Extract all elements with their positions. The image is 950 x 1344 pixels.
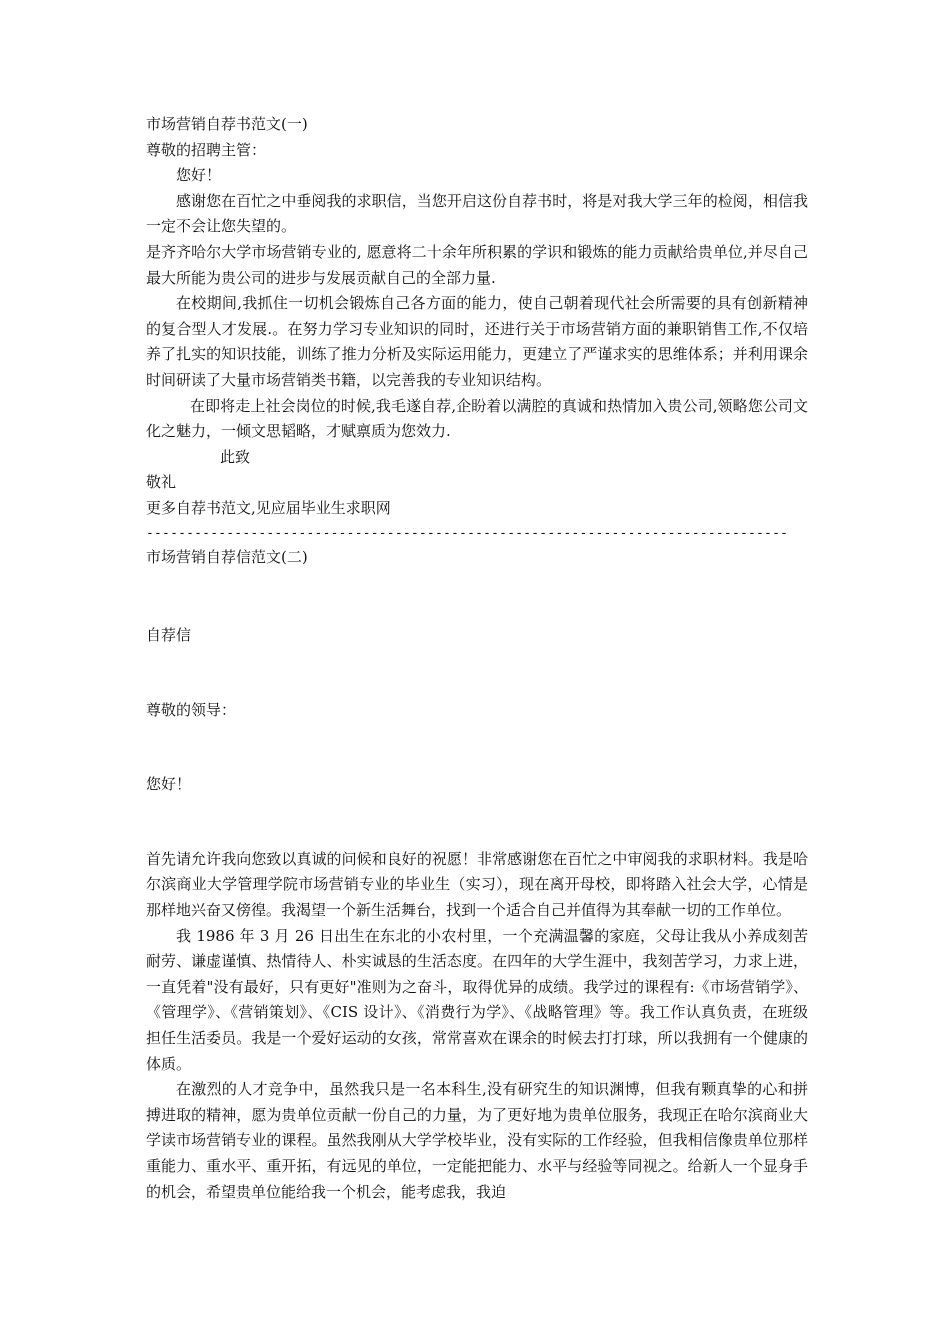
spacer — [146, 723, 808, 772]
letter1-paragraph-2: 是齐齐哈尔大学市场营销专业的, 愿意将二十余年所积累的学识和锻炼的能力贡献给贵单位,并尽自己最大所能为贵公司的进步与发展贡献自己的全部力量. — [146, 242, 808, 287]
letter2-salutation: 尊敬的领导： — [146, 700, 237, 719]
letter1-greeting: 您好！ — [176, 166, 222, 185]
spacer — [146, 798, 808, 847]
letter2-greeting: 您好！ — [146, 775, 192, 794]
spacer — [146, 649, 808, 698]
letter1-title: 市场营销自荐书范文(一) — [146, 115, 308, 133]
letter1-closing-2: 敬礼 — [146, 473, 177, 492]
letter2-paragraph-3: 在激烈的人才竞争中，虽然我只是一名本科生,没有研究生的知识渊博，但我有颗真挚的心和拼搏进取的精神，愿为贵单位贡献一份自己的力量，为了更好地为贵单位服务，我现正在哈尔滨商业大学读市场营销专业的课程。虽然我刚从大学学校毕业，没有实际的工作经验，但我相信像贵单位那样重能力、重水平、重开拓，有远见的单位，一定能把能力、水平与经验等同视之。给新人一个显身手的机会，希望贵单位能给我一个机会，能考虑我，我迫 — [146, 1080, 808, 1201]
letter1-paragraph-1: 感谢您在百忙之中垂阅我的求职信，当您开启这份自荐书时，将是对我大学三年的检阅，相信我一定不会让您失望的。 — [146, 191, 808, 236]
letter1-more-link-text: 更多自荐书范文,见应届毕业生求职网 — [146, 498, 391, 517]
separator-line: -------------------------------------------------------------------------------- — [146, 525, 789, 541]
spacer — [146, 570, 808, 623]
letter1-salutation: 尊敬的招聘主管： — [146, 140, 267, 159]
letter2-paragraph-2: 我 1986 年 3 月 26 日出生在东北的小农村里，一个充满温馨的家庭，父母让我从小养成刻苦耐劳、谦虚谨慎、热情待人、朴实诚恳的生活态度。在四年的大学生涯中，我刻苦学习，力求上进，一直凭着"没有最好，只有更好"准则为之奋斗，取得优异的成绩。我学过的课程有:《市场营销学》、《管理学》、《营销策划》、《CIS 设计》、《消费行为学》、《战略管理》等。我工作认真负责，在班级担任生活委员。我是一个爱好运动的女孩，常常喜欢在课余的时候去打打球，所以我拥有一个健康的体质。 — [146, 926, 808, 1073]
letter1-closing-1: 此致 — [220, 447, 251, 466]
letter1-paragraph-4: 在即将走上社会岗位的时候,我毛遂自荐,企盼着以满腔的真诚和热情加入贵公司,领略您公司文化之魅力，一倾文思韬略，才赋禀质为您效力. — [146, 396, 808, 441]
letter1-paragraph-3: 在校期间,我抓住一切机会锻炼自己各方面的能力，使自己朝着现代社会所需要的具有创新精神的复合型人才发展.。在努力学习专业知识的同时，还进行关于市场营销方面的兼职销售工作,不仅培养了扎实的知识技能，训练了推力分析及实际运用能力，更建立了严谨求实的思维体系；并利用课余时间研读了大量市场营销类书籍，以完善我的专业知识结构。 — [146, 294, 808, 389]
document-page — [146, 112, 808, 1205]
letter2-title: 市场营销自荐信范文(二) — [146, 547, 308, 566]
letter2-paragraph-1: 首先请允许我向您致以真诚的问候和良好的祝愿！非常感谢您在百忙之中审阅我的求职材料。我是哈尔滨商业大学管理学院市场营销专业的毕业生（实习），现在离开母校，即将踏入社会大学，心情是那样地兴奋又傍徨。我渴望一个新生活舞台，找到一个适合自己并值得为其奉献一切的工作单位。 — [146, 849, 808, 920]
letter2-heading: 自荐信 — [146, 626, 192, 645]
